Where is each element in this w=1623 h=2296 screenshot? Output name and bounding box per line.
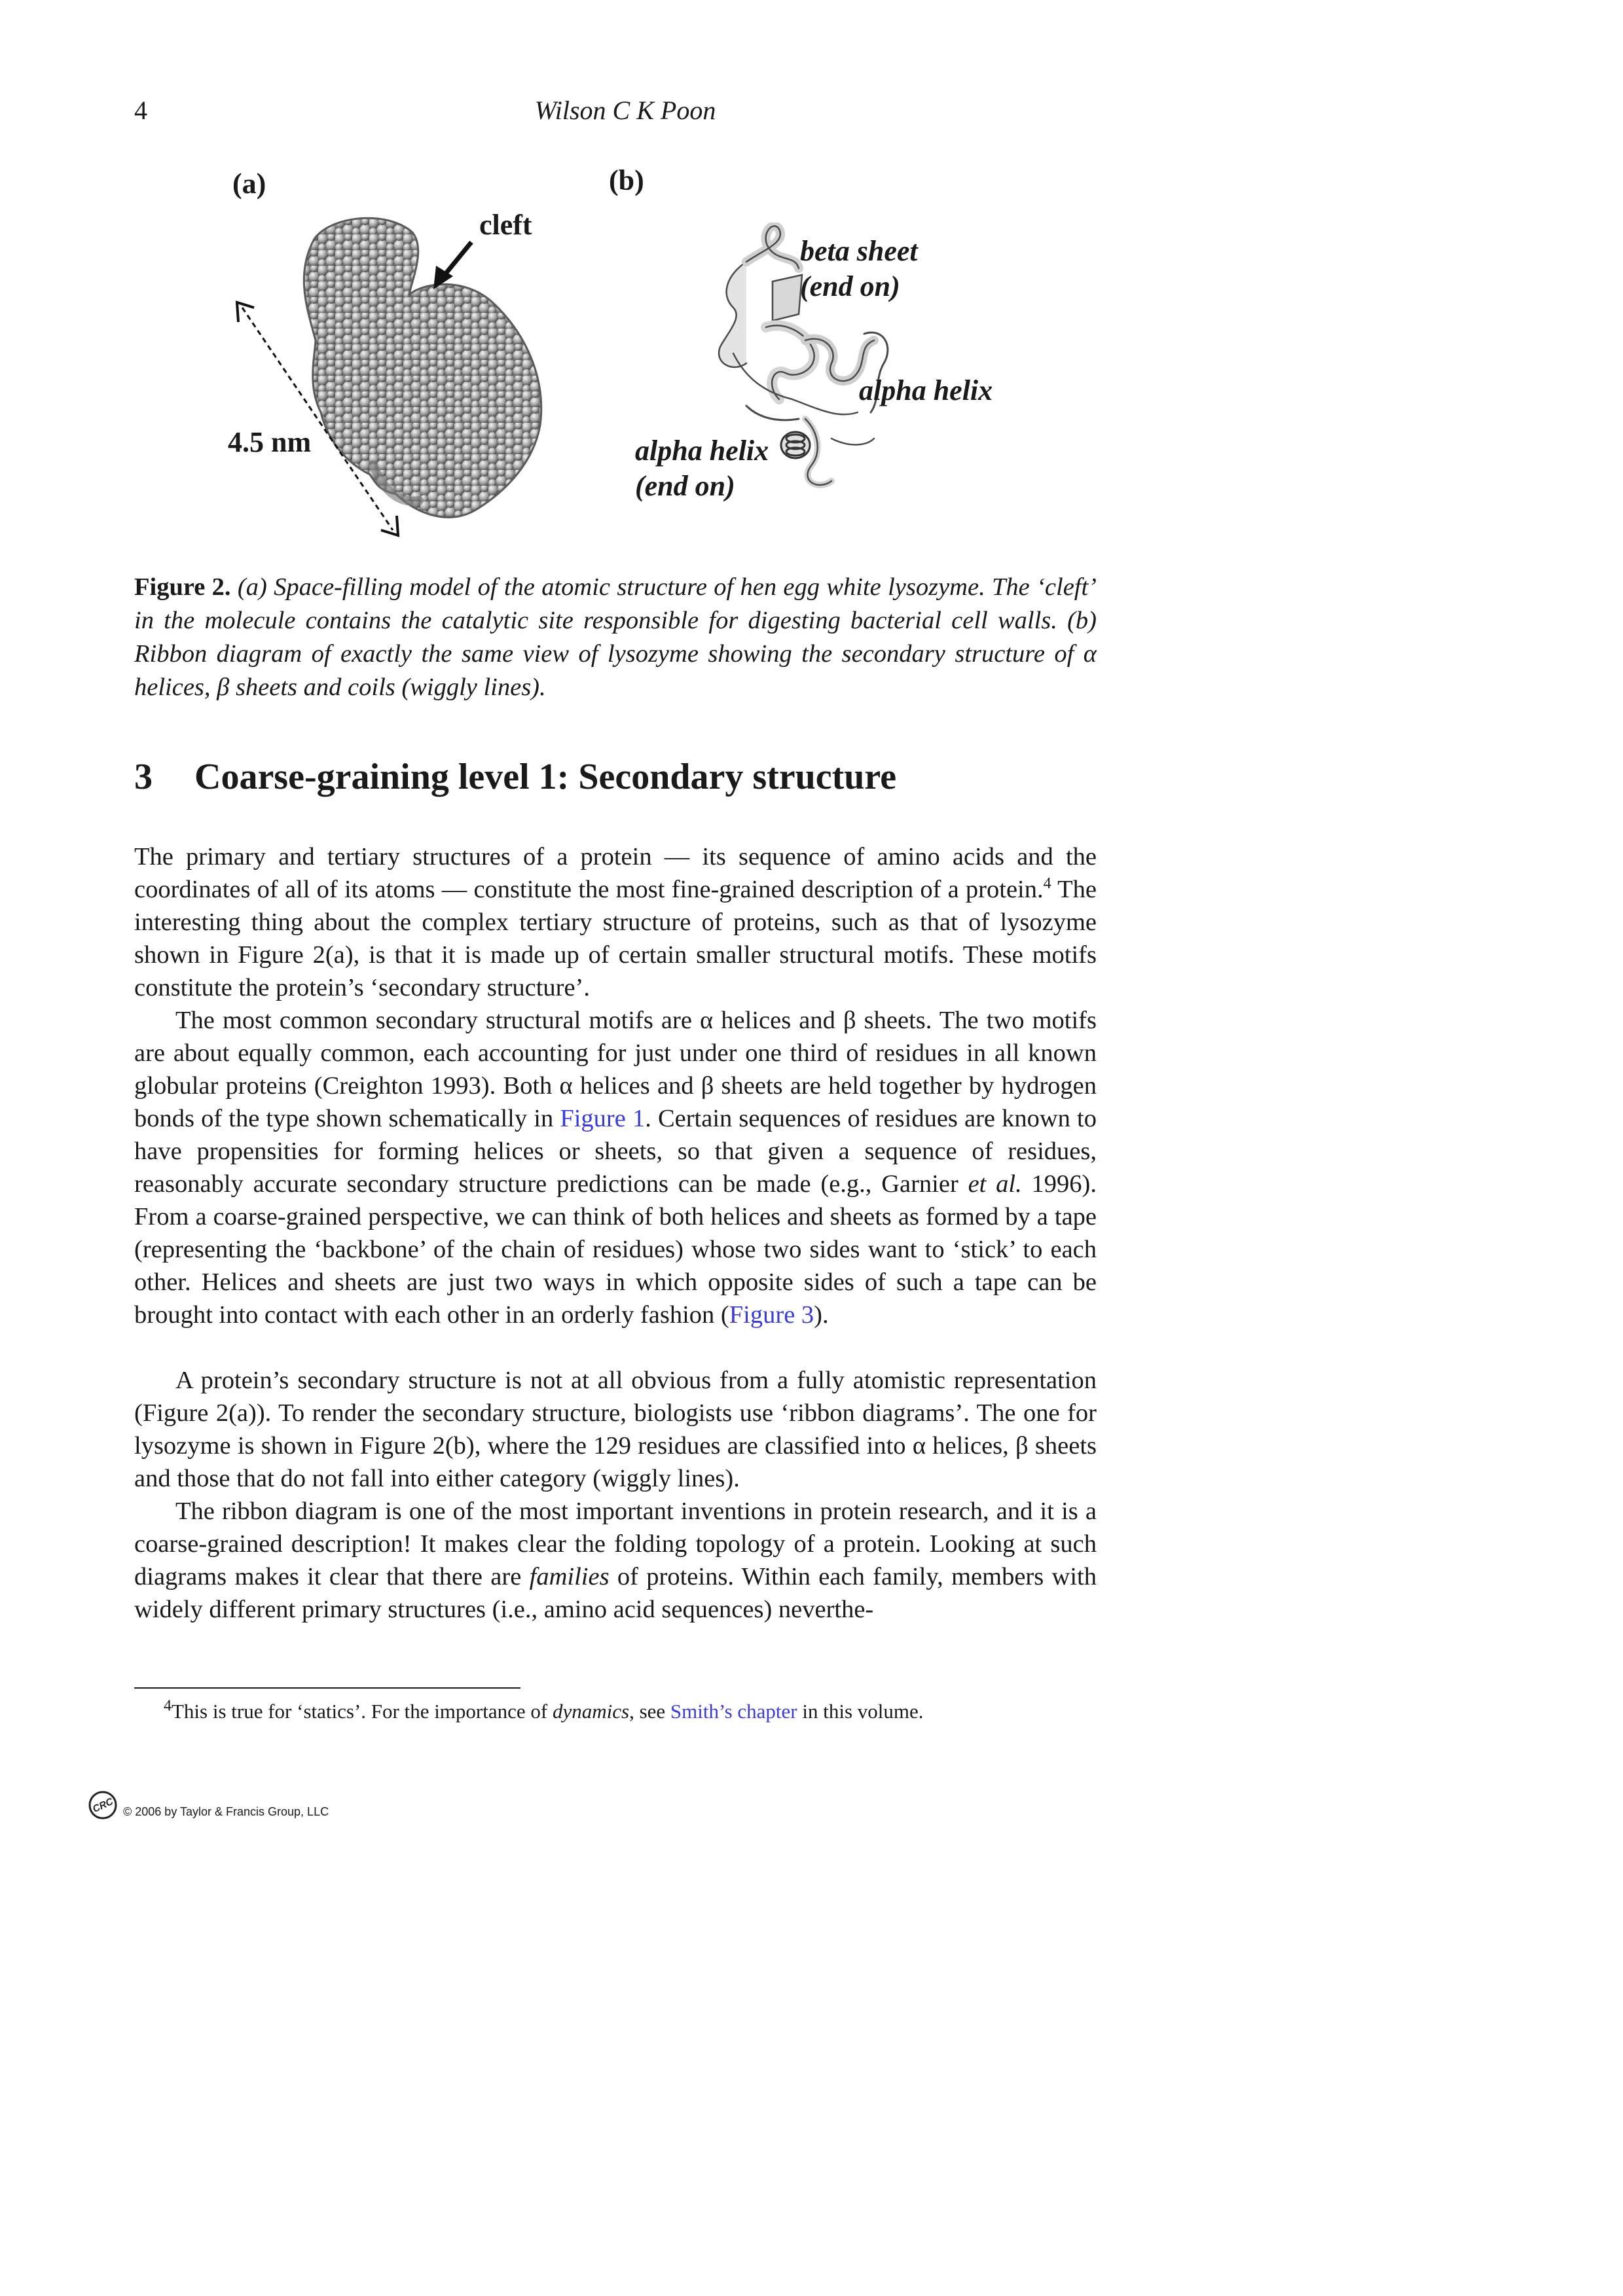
crc-logo-text: CRC (90, 1795, 115, 1816)
scale-label: 4.5 nm (228, 426, 312, 458)
paragraph-2 (134, 1004, 1097, 1331)
footnote-text-c: in this volume. (797, 1700, 924, 1723)
helix-end-on (781, 432, 810, 458)
footnote-text-b: , see (629, 1700, 670, 1723)
crc-logo (86, 1789, 119, 1821)
paragraph-1-text-b: The interesting thing about the complex tertiary structure of proteins, such as that of lysozyme shown in Figure 2(a), is that it is made up of certain smaller structural motifs. These motifs constitute the protein’s ‘secondary structure’. (134, 876, 1097, 1001)
paragraph-2-text-d: ). (814, 1301, 829, 1329)
panel-b-label: (b) (609, 164, 644, 196)
beta-sheet-label (800, 234, 918, 304)
families-emphasis: families (529, 1563, 610, 1590)
paragraph-1 (134, 840, 1097, 1004)
paragraph-4-text-b: of proteins. Within each family, members with widely different primary structures (i.e., amino acid sequences) neverthe- (134, 1563, 1097, 1623)
alpha-helix-label: alpha helix (859, 374, 993, 406)
smiths-chapter-link[interactable]: Smith’s chapter (670, 1700, 797, 1723)
paragraph-2-text-a: The most common secondary structural motifs are α helices and β sheets. The two motifs are about equally common, each accounting for just under one third of residues in all known globular proteins (Creighton 1993). Both α helices and β sheets are held together by hydrogen bonds of the type shown schematically in (134, 1007, 1097, 1132)
paragraph-4 (134, 1495, 1097, 1626)
lysozyme-molecule (304, 218, 541, 517)
figure-caption (134, 571, 1097, 704)
footnote-text-a: This is true for ‘statics’. For the importance of (172, 1700, 553, 1723)
footnote-dynamics: dynamics (552, 1700, 630, 1723)
space-filling-model (216, 203, 583, 556)
section-heading (134, 756, 896, 798)
et-al: et al. (968, 1170, 1022, 1198)
section-number: 3 (134, 757, 153, 797)
footnote (134, 1698, 1097, 1725)
figure-2 (0, 0, 1623, 563)
beta-sheet-label-line1: beta sheet (800, 235, 918, 267)
copyright-notice: © 2006 by Taylor & Francis Group, LLC (123, 1805, 329, 1818)
caption-label: Figure 2. (134, 573, 231, 601)
paragraph-3-text: A protein’s secondary structure is not at all obvious from a fully atomistic representation (Figure 2(a)). To render the secondary structure, biologists use ‘ribbon diagrams’. The one for lysozyme is shown in Figure 2(b), where the 129 residues are classified into α helices, β sheets and those that do not fall into either category (wiggly lines). (134, 1367, 1097, 1492)
running-title-text: Wilson C K Poon (534, 96, 716, 125)
paragraph-1-text-a: The primary and tertiary structures of a protein — its sequence of amino acids and the coordinates of all of its atoms — constitute the most fine-grained description of a protein. (134, 843, 1097, 903)
footnote-rule (134, 1687, 520, 1689)
paragraph-2-text-b: . Certain sequences of residues are known to have propensities for forming helices or sheets, so that given a sequence of residues, reasonably accurate secondary structure predictions can be made (e.g., Garnier (134, 1105, 1097, 1198)
caption-text: (a) Space-filling model of the atomic structure of hen egg white lysozyme. The ‘cleft’ in the molecule contains the catalytic site responsible for digesting bacterial cell walls. (b) Ribbon diagram of exactly the same view of lysozyme showing the secondary structure of α helices, β sheets and coils (wiggly lines). (134, 573, 1097, 701)
paragraph-3 (134, 1364, 1097, 1495)
paragraph-4-text-a: The ribbon diagram is one of the most important inventions in protein research, and it is a coarse-grained description! It makes clear the folding topology of a protein. Looking at such diagrams makes it clear that there are (134, 1498, 1097, 1590)
page-number: 4 (134, 96, 147, 125)
alpha-helix-end-on-label (635, 433, 769, 504)
cleft-label: cleft (479, 209, 532, 241)
alpha-helix-end-on-line1: alpha helix (635, 435, 769, 467)
beta-sheet-label-line2: (end on) (800, 270, 900, 302)
panel-a-label: (a) (232, 168, 266, 200)
footnote-ref: 4 (1043, 875, 1051, 893)
alpha-helix-end-on-line2: (end on) (635, 470, 735, 502)
footnote-mark: 4 (164, 1697, 172, 1715)
figure-3-link[interactable]: Figure 3 (729, 1301, 814, 1329)
figure-1-link[interactable]: Figure 1 (560, 1105, 646, 1132)
section-title: Coarse-graining level 1: Secondary structure (194, 757, 897, 797)
paragraph-2-text-c: 1996). From a coarse-grained perspective, we can think of both helices and sheets as formed by a tape (representing the ‘backbone’ of the chain of residues) whose two sides want to ‘stick’ to each other. Helices and sheets are just two ways in which opposite sides of such a tape can be brought into contact with each other in an orderly fashion ( (134, 1170, 1097, 1329)
